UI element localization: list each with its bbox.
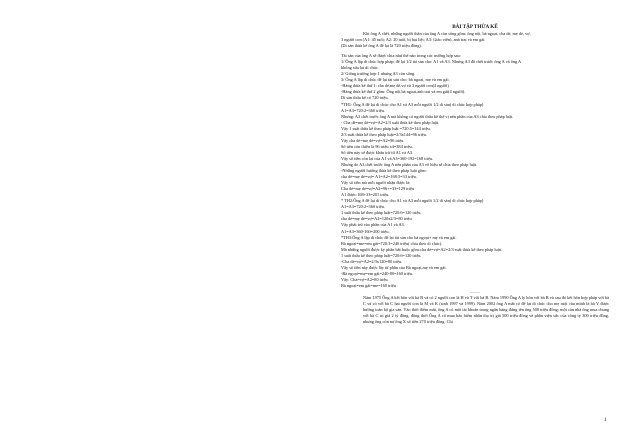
text-line: -Cha dẻ=vợ=A2=2/3x120=80 triệu. xyxy=(341,258,403,264)
text-line: 3/ Ông A lập di chúc để lại tài sản cho: bà ngoại, mẹ và em gái. xyxy=(341,77,450,83)
text-line: Số tiền còn thiếu là 96 triệu x4=384 triệu. xyxy=(341,143,413,149)
text-line: 2/ Giống trường hợp 1 nhưng A3 còn sống. xyxy=(341,71,416,77)
text-line: cha dẻ=mẹ dẻ=vợ= A1=A2=168:5=33 triệu. xyxy=(341,174,417,180)
text-line: *TH3:Ông A lập di chúc để lại tài sản cho bà ngoại+ mẹ và em gái. xyxy=(341,234,457,240)
text-line: Tài sản của ông A sẽ được chia như thế nào trong các trường hợp sau: xyxy=(341,53,461,59)
text-line: * TH2:Ông A để lại di chúc cho A1 và A3 mỗi người 1/2 di sản( di chúc hợp pháp) xyxy=(341,198,484,204)
final-paragraph: Năm 1975 Ông A kết hôn với bà B và có 2 người con là H và T với bà B. Năm 1990 Ông A ly hôn với bà B và sau đó kết hôn hợp pháp với bà C và có với bà C hai người con là M và K (sinh 1997 và 1999). Năm 2002 ông A mất có để lại di chúc cho mẹ ruột của mình là bà V được hưởng toàn bộ gia sản. Vào thời điểm mất, ông A có một tài khoản trong ngân hàng đứng tên ông 500 triệu đồng; một căn nhà ông mua chung với bà C trị giá 2 tỷ đồng, đồng thời Ông A có mua bảo hiểm nhân thọ trị giá 500 triệu đồng và phần viện sức của công ty 300 triệu đồng, nhưng ông còn nợ ông X số tiền 270 triệu đồng. Chi xyxy=(363,295,609,325)
text-line: Di sản thừa kế có 720 triệu. xyxy=(341,95,389,101)
document-body xyxy=(341,24,609,325)
text-line: Bà ngoại=em gái=me=160 triệu xyxy=(341,282,396,288)
intro-line: (Di sản thừa kế ông A để lại là 720 triệu đồng). xyxy=(341,43,422,49)
text-line: Vậy số tiền còn lại của A1 và A3=360-192=168 triệu. xyxy=(341,155,434,161)
text-line: -Hàng thừa kế thứ 1: cha dẻ,mẹ dẻ,vợ và 3 người con(4 người) xyxy=(341,83,449,89)
text-line: Số tiền này sẽ được khấu trừ từ A1 và A3. xyxy=(341,149,414,155)
text-line: -Hàng thừa kế thứ 2 gồm: Ông nội,bà ngoại,anh trai và em gái(4 người). xyxy=(341,89,466,95)
text-line: Vậy 1 suất thừa kế theo pháp luật =720:5=144 triệu. xyxy=(341,125,431,131)
text-line: *TH1: Ông A để lại di chúc cho A1 và A3 mỗi người 1/2 di sản( di chúc hợp pháp) xyxy=(341,101,484,107)
text-line: Vậy số tiền này được lấy từ phần của Bà ngoại,mẹ và em gái. xyxy=(341,264,447,270)
text-line: -Những người hưởng thừa kế theo pháp luật gồm: xyxy=(341,168,427,174)
solution-section xyxy=(341,53,609,289)
separator: .......... xyxy=(469,288,481,294)
text-line: 1 suất thừa kế theo pháp luật=720:6=120 triệu. xyxy=(341,252,422,258)
text-line: Cha dẻ=mẹ dẻ=vợ=A2=96+=33=129 triệu xyxy=(341,186,415,192)
document-title: BÀI TẬP THỪA KẾ xyxy=(452,24,498,30)
text-line: 2/3 suất thừa kế theo pháp luật=2/3x144=96 triệu. xyxy=(341,131,427,137)
text-line: A1=A3=720:2=360 triệu. xyxy=(341,107,386,113)
text-line: Bà ngoại=me=em gái=720:3=240 triệu( chia theo di chúc). xyxy=(341,240,443,246)
intro-paragraph xyxy=(341,31,609,49)
text-line: Mà những người được kỷ phần bắt buộc gồm:cha dẻ=vợ=A2=2/3 suất thừa kế theo pháp luật. xyxy=(341,246,502,252)
text-line: A1 được:168+33=201 triệu. xyxy=(341,192,390,198)
text-line: -Bà ngoại=mẹ=em gái=240-80=160 triệu. xyxy=(341,270,413,276)
text-line: Vậy số tiền mà mỗi người nhận được là: xyxy=(341,180,411,186)
text-line: A1=A3=720:2=360 triệu. xyxy=(341,204,386,210)
text-line: 1/ Ông A lập di chúc hợp pháp, để lại 1/2 tài sản cho: A1 và A3. Nhưng A3 đã chết trước ông A và ông A xyxy=(341,59,522,65)
text-line: Nhưng do A3 chết trước ông A nên phần của A3 vô hiệu sẽ chia theo pháp luật. xyxy=(341,161,478,167)
text-line: A1=A3=360-160=200 triệu. xyxy=(341,228,390,234)
text-line: Vậy: Cha=vợ=A2=80 triệu. xyxy=(341,276,389,282)
text-line: - Cha dẻ=mẹ dẻ=vợ=A2=2/3 suất thừa kế theo pháp luật. xyxy=(341,119,440,125)
intro-line: 3 người con (A1: 45 tuổi; A2: 20 tuổi, bị bại liệt; A3: Giáo viên), anh trai và em gái. xyxy=(341,37,486,43)
page-number: 1 xyxy=(604,418,607,423)
text-line: cha dẻ=mẹ dẻ=vợ=A2=120x2/3=80 triệu xyxy=(341,216,412,222)
text-line: không sửa lại di chúc. xyxy=(341,65,379,71)
text-line: Vậy cha dẻ=mẹ dẻ=vợ=A2=96 triệu. xyxy=(341,137,405,143)
intro-line: Khi ông A chết, những người thân của ông A còn sống gồm: ông nội, bà ngoại, cha dẻ, mẹ dẻ, vợ, xyxy=(363,31,531,36)
text-line: 1 suất thừa kế theo pháp luật=720:6=120 triệu. xyxy=(341,210,422,216)
text-line: Vậy phải trừ vào phần của A1 và A3. xyxy=(341,222,405,228)
text-line: Nhưng: A3 chết trước ông A mà không có người thừa kế thế vị nên phần của A3 chia theo pháp luật. xyxy=(341,113,514,119)
